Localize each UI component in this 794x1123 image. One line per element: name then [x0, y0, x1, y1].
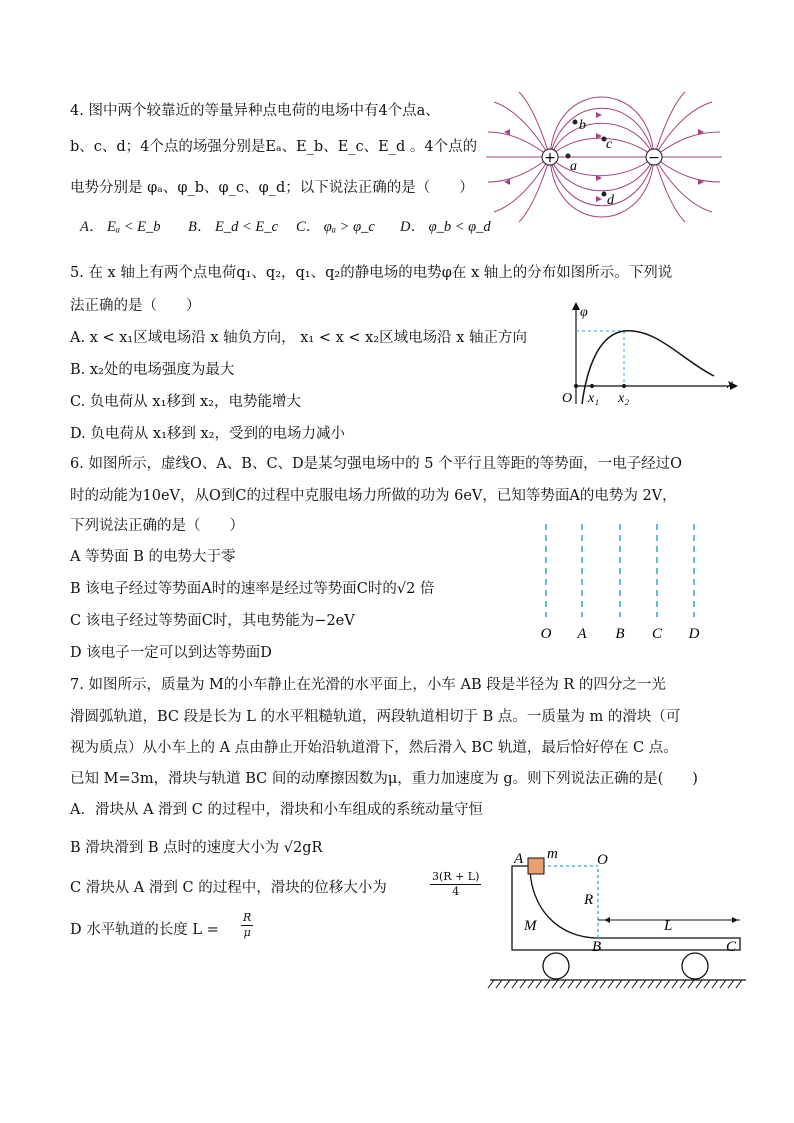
origin-label: O	[562, 391, 573, 406]
length-L-label: L	[664, 918, 673, 934]
plane-label-b: B	[615, 626, 625, 642]
q7-option-c-fraction	[430, 870, 481, 899]
phi-axis-label: φ	[580, 305, 588, 320]
plane-label-o: O	[540, 626, 552, 642]
point-b-label: b	[579, 118, 586, 133]
point-b-dot	[573, 120, 578, 125]
point-d-dot	[602, 192, 607, 197]
q7-stem-line2: 滑圆弧轨道，BC 段是长为 L 的水平粗糙轨道，两段轨道相切于 B 点。一质量为 m 的滑块（可	[70, 709, 681, 725]
q4-option-b: B． E_d < E_c	[188, 219, 278, 235]
center-O-label: O	[597, 852, 608, 868]
point-A-label: A	[514, 851, 524, 867]
point-a-dot	[566, 154, 571, 159]
q4-stem-line1: 4. 图中两个较靠近的等量异种点电荷的电场中有4个点a、	[70, 103, 440, 119]
q5-stem-line1: 5. 在 x 轴上有两个点电荷q₁、q₂，q₁、q₂的静电场的电势φ在 x 轴上的分布如图所示。下列说	[70, 265, 673, 281]
radius-R-label: R	[584, 892, 594, 908]
left-wheel-icon	[543, 953, 569, 979]
x1-label: x₁	[588, 391, 600, 406]
right-wheel-icon	[682, 953, 708, 979]
q7-option-a: A．滑块从 A 滑到 C 的过程中，滑块和小车组成的系统动量守恒	[70, 802, 483, 818]
q4-stem-line3: 电势分别是 φₐ、φ_b、φ_c、φ_d；以下说法正确的是（ ）	[70, 180, 474, 196]
positive-charge-label: +	[544, 150, 556, 166]
q5-potential-graph	[562, 300, 742, 412]
q7-option-b: B 滑块滑到 B 点时的速度大小为 √2gR	[70, 840, 323, 856]
q7-stem-line1: 7. 如图所示，质量为 M的小车静止在光滑的水平面上，小车 AB 段是半径为 R 的四分之一光	[70, 677, 666, 693]
plane-label-c: C	[651, 626, 663, 642]
q5-option-b: B. x₂处的电场强度为最大	[70, 362, 235, 378]
mass-m-label: m	[547, 846, 558, 862]
fraction-numerator: 3(R + L)	[432, 870, 480, 883]
fraction-denominator: 4	[452, 885, 460, 898]
q6-option-a: A 等势面 B 的电势大于零	[70, 549, 236, 565]
plane-label-d: D	[688, 626, 700, 642]
x-axis-label: x	[727, 377, 734, 392]
q6-stem-line3: 下列说法正确的是（ ）	[70, 518, 244, 534]
q6-option-b: B 该电子经过等势面A时的速率是经过等势面C时的√2 倍	[70, 581, 435, 597]
fraction-denominator: μ	[243, 926, 251, 939]
q6-option-c: C 该电子经过等势面C时，其电势能为−2eV	[70, 613, 355, 629]
negative-charge-label: −	[648, 150, 660, 166]
q6-stem-line1: 6. 如图所示，虚线O、A、B、C、D是某匀强电场中的 5 个平行且等距的等势面，一电子经过O	[70, 456, 683, 472]
q7-cart-figure	[488, 848, 750, 993]
q4-stem-line2: b、c、d；4个点的场强分别是Eₐ、E_b、E_c、E_d 。4个点的	[70, 139, 478, 155]
q5-option-d: D. 负电荷从 x₁移到 x₂，受到的电场力减小	[70, 426, 346, 442]
plane-label-a: A	[577, 626, 587, 642]
q5-stem-line2: 法正确的是（ ）	[70, 298, 201, 314]
q6-equipotential-figure	[530, 522, 720, 644]
q4-field-lines-figure	[484, 92, 724, 227]
fraction-numerator: R	[243, 911, 252, 924]
x2-label: x₂	[618, 391, 630, 406]
q6-option-d: D 该电子一定可以到达等势面D	[70, 645, 272, 661]
mass-M-label: M	[524, 918, 537, 934]
point-a-label: a	[570, 159, 577, 174]
q7-stem-line4: 已知 M=3m，滑块与轨道 BC 间的动摩擦因数为μ，重力加速度为 g。则下列说法正确的是( )	[70, 771, 698, 787]
q6-stem-line2: 时的动能为10eV，从O到C的过程中克服电场力所做的功为 6eV，已知等势面A的电势为 2V，	[70, 488, 677, 504]
point-d-label: d	[607, 193, 614, 208]
q5-option-a: A. x < x₁区域电场沿 x 轴负方向， x₁ < x < x₂区域电场沿 x 轴正方向	[70, 330, 528, 346]
q4-option-c: C． φₐ > φ_c	[296, 219, 375, 235]
point-C-label: C	[726, 939, 737, 955]
q4-option-d: D． φ_b < φ_d	[400, 219, 491, 235]
q5-option-c: C. 负电荷从 x₁移到 x₂，电势能增大	[70, 394, 301, 410]
q7-stem-line3: 视为质点）从小车上的 A 点由静止开始沿轨道滑下，然后滑入 BC 轨道，最后恰好停在 C 点。	[70, 740, 678, 756]
potential-curve	[582, 331, 714, 404]
q7-option-d: D 水平轨道的长度 L =	[70, 922, 219, 938]
q4-option-a: A． Eₐ < E_b	[80, 219, 161, 235]
q7-option-d-fraction	[241, 911, 253, 940]
q7-option-c: C 滑块从 A 滑到 C 的过程中，滑块的位移大小为	[70, 880, 387, 896]
point-c-label: c	[606, 137, 613, 152]
point-B-label: B	[592, 939, 602, 955]
slider-block	[528, 858, 544, 874]
